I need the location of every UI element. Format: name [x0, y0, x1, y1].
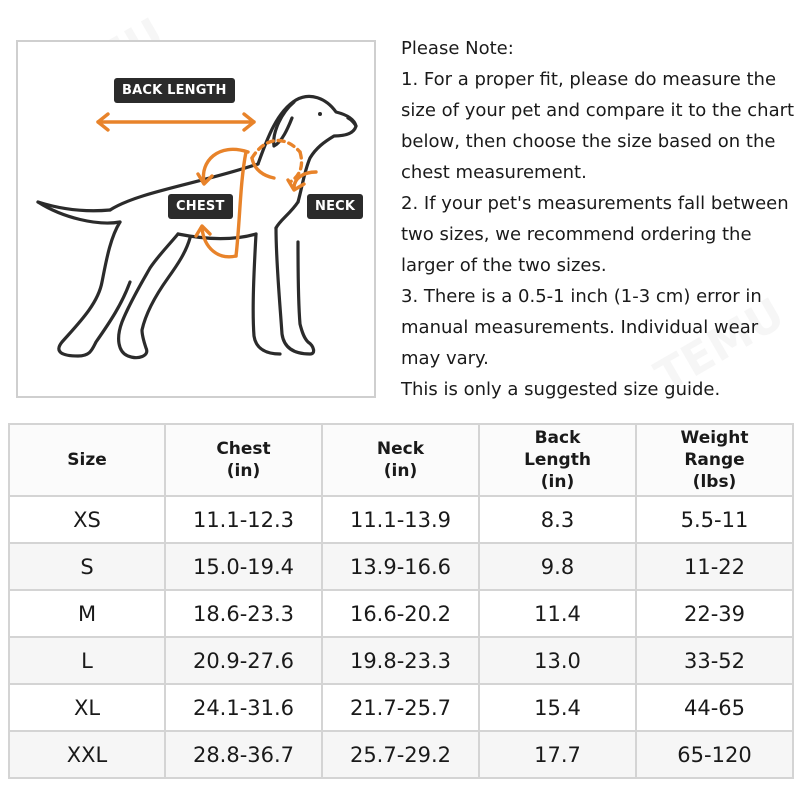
- measurement-diagram: [16, 40, 376, 398]
- size-cell: M: [9, 590, 165, 637]
- chest-cell: 28.8-36.7: [165, 731, 322, 778]
- neck-cell: 25.7-29.2: [322, 731, 479, 778]
- neck-cell: 21.7-25.7: [322, 684, 479, 731]
- back-length-cell: 13.0: [479, 637, 636, 684]
- weight-cell: 5.5-11: [636, 496, 793, 543]
- weight-cell: 65-120: [636, 731, 793, 778]
- neck-cell: 16.6-20.2: [322, 590, 479, 637]
- table-row: [9, 496, 793, 543]
- size-cell: XXL: [9, 731, 165, 778]
- notes-heading: Please Note:: [401, 38, 514, 59]
- size-notes: [401, 33, 796, 405]
- table-row: [9, 543, 793, 590]
- size-cell: S: [9, 543, 165, 590]
- back-length-cell: 11.4: [479, 590, 636, 637]
- table-row: [9, 590, 793, 637]
- back-length-cell: 15.4: [479, 684, 636, 731]
- chest-cell: 15.0-19.4: [165, 543, 322, 590]
- size-cell: XL: [9, 684, 165, 731]
- weight-cell: 33-52: [636, 637, 793, 684]
- neck-cell: 13.9-16.6: [322, 543, 479, 590]
- header-back-length: Back Length (in): [479, 424, 636, 496]
- back-length-cell: 9.8: [479, 543, 636, 590]
- table-row: [9, 684, 793, 731]
- weight-cell: 11-22: [636, 543, 793, 590]
- neck-cell: 19.8-23.3: [322, 637, 479, 684]
- back-length-cell: 17.7: [479, 731, 636, 778]
- chest-cell: 20.9-27.6: [165, 637, 322, 684]
- back-length-cell: 8.3: [479, 496, 636, 543]
- size-cell: L: [9, 637, 165, 684]
- header-size: Size: [9, 424, 165, 496]
- neck-label: NECK: [307, 194, 363, 219]
- size-chart-table: [8, 423, 794, 779]
- back-length-label: BACK LENGTH: [114, 78, 235, 103]
- chest-label: CHEST: [168, 194, 233, 219]
- note-item: This is only a suggested size guide.: [401, 379, 721, 400]
- chest-cell: 24.1-31.6: [165, 684, 322, 731]
- chest-cell: 18.6-23.3: [165, 590, 322, 637]
- chest-cell: 11.1-12.3: [165, 496, 322, 543]
- header-chest: Chest (in): [165, 424, 322, 496]
- note-item: 1. For a proper fit, please do measure the size of your pet and compare it to the chart below, then choose the size based on the chest measurement.: [401, 69, 795, 183]
- weight-cell: 22-39: [636, 590, 793, 637]
- neck-cell: 11.1-13.9: [322, 496, 479, 543]
- note-item: 2. If your pet's measurements fall between two sizes, we recommend ordering the larger of the two sizes.: [401, 193, 789, 276]
- header-weight-range: Weight Range (lbs): [636, 424, 793, 496]
- note-item: 3. There is a 0.5-1 inch (1-3 cm) error in manual measurements. Individual wear may vary.: [401, 286, 762, 369]
- table-row: [9, 731, 793, 778]
- size-cell: XS: [9, 496, 165, 543]
- table-row: [9, 637, 793, 684]
- header-neck: Neck (in): [322, 424, 479, 496]
- table-header-row: [9, 424, 793, 496]
- weight-cell: 44-65: [636, 684, 793, 731]
